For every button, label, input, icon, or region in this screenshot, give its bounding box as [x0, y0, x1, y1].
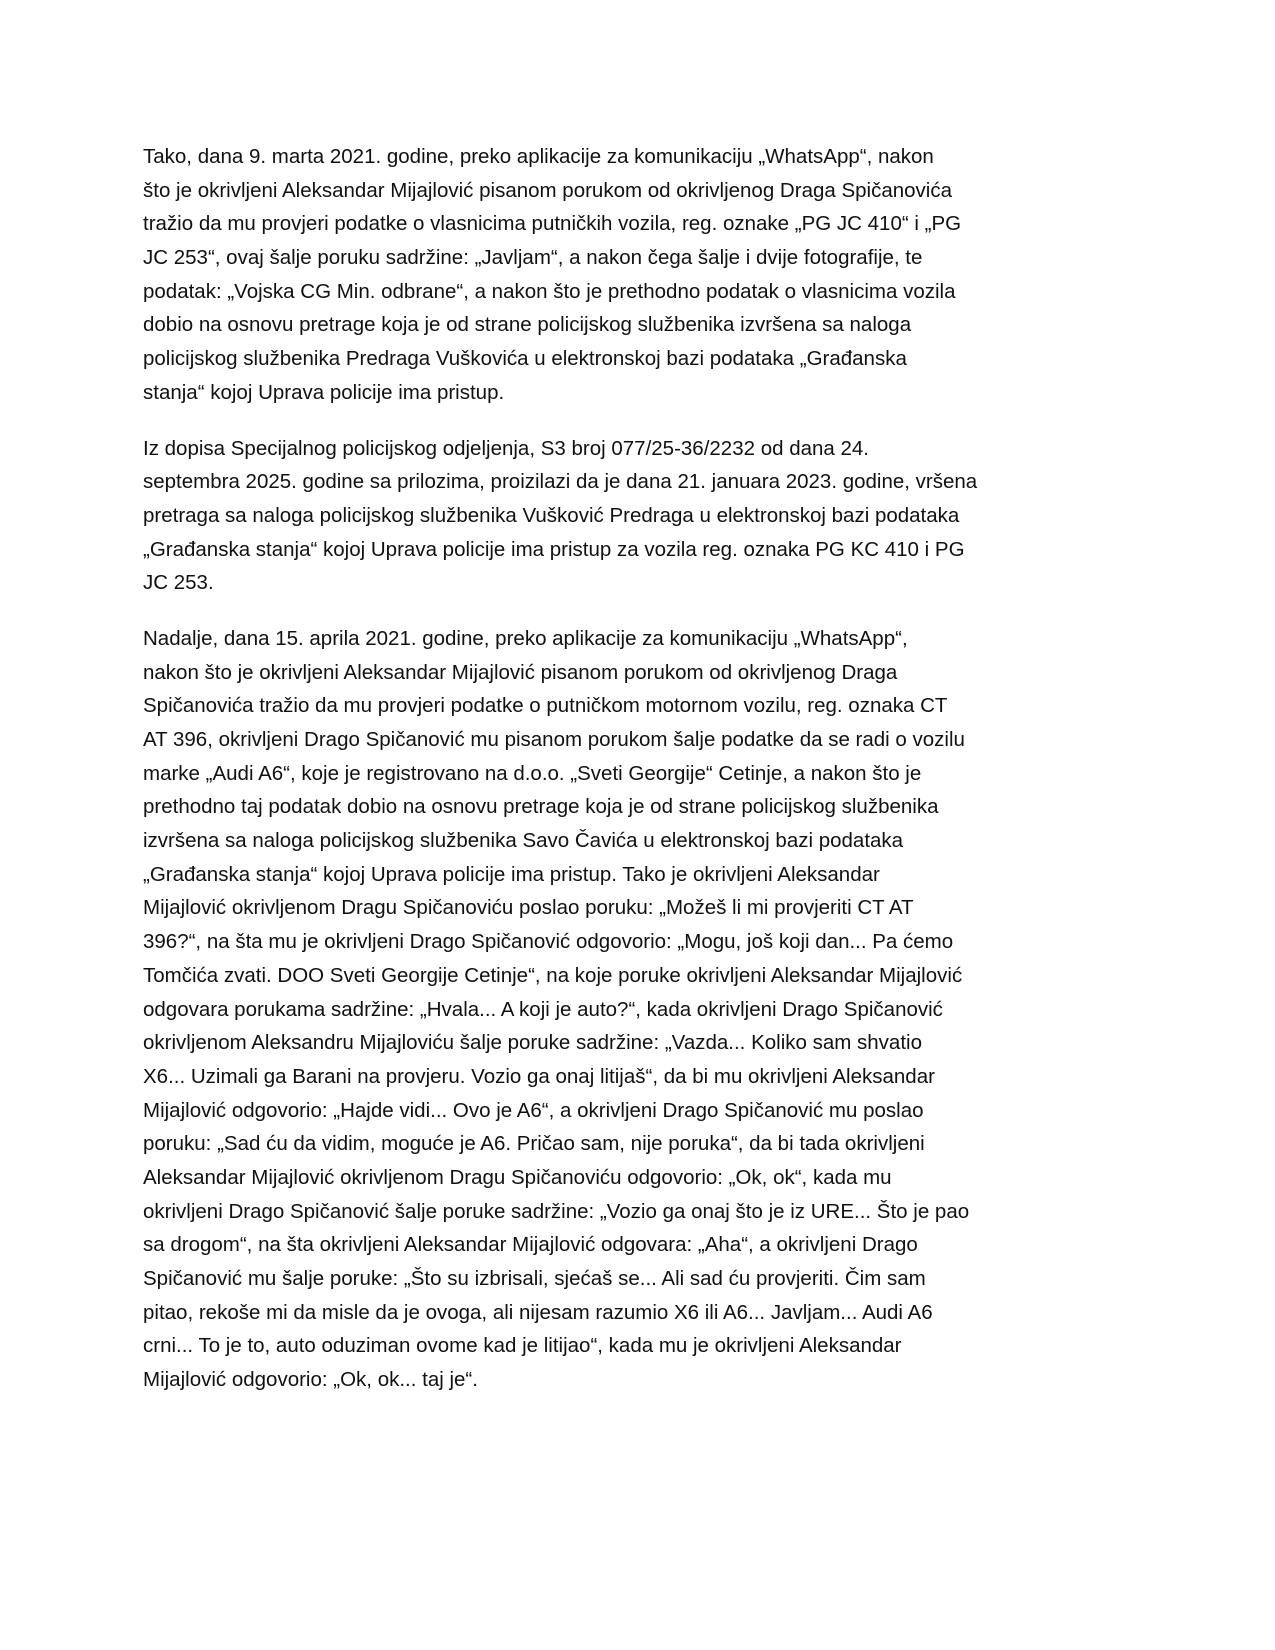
text-line: okrivljeni Drago Spičanović šalje poruke sadržine: „Vozio ga onaj što je iz URE... Što je pao [143, 1199, 970, 1223]
text-line: Spičanovića tražio da mu provjeri podatke o putničkom motornom vozilu, reg. oznaka CT [143, 694, 948, 718]
text-line: stanja“ kojoj Uprava policije ima pristup. [143, 380, 505, 404]
text-line: odgovara porukama sadržine: „Hvala... A koji je auto?“, kada okrivljeni Drago Spičanović [143, 997, 943, 1021]
text-line: policijskog službenika Predraga Vuškovića u elektronskoj bazi podataka „Građanska [143, 347, 907, 371]
text-line: okrivljenom Aleksandru Mijajloviću šalje poruke sadržine: „Vazda... Koliko sam shvatio [143, 1031, 922, 1055]
text-line: marke „Audi A6“, koje je registrovano na d.o.o. „Sveti Georgije“ Cetinje, a nakon što je [143, 761, 922, 785]
document-body [143, 140, 1143, 1419]
text-line: JC 253“, ovaj šalje poruku sadržine: „Javljam“, a nakon čega šalje i dvije fotografije, te [143, 246, 923, 270]
paragraph-1 [143, 140, 1143, 410]
text-line: sa drogom“, na šta okrivljeni Aleksandar Mijajlović odgovara: „Aha“, a okrivljeni Drago [143, 1233, 918, 1257]
text-line: pitao, rekoše mi da misle da je ovoga, ali nijesam razumio X6 ili A6... Javljam... Audi A6 [143, 1300, 933, 1324]
paragraph-3 [143, 622, 1143, 1397]
text-line: tražio da mu provjeri podatke o vlasnicima putničkih vozila, reg. oznake „PG JC 410“ i „PG [143, 212, 962, 236]
text-line: X6... Uzimali ga Barani na provjeru. Vozio ga onaj litijaš“, da bi mu okrivljeni Aleksandar [143, 1064, 935, 1088]
text-line: AT 396, okrivljeni Drago Spičanović mu pisanom porukom šalje podatke da se radi o vozilu [143, 728, 965, 751]
text-line: „Građanska stanja“ kojoj Uprava policije ima pristup za vozila reg. oznaka PG KC 410 i PG [143, 537, 965, 561]
text-line: pretraga sa naloga policijskog službenika Vušković Predraga u elektronskoj bazi podataka [143, 503, 960, 527]
text-line: Mijajlović odgovorio: „Ok, ok... taj je“. [143, 1368, 478, 1392]
paragraph-2 [143, 432, 1143, 600]
text-line: što je okrivljeni Aleksandar Mijajlović pisanom porukom od okrivljenog Draga Spičanovića [143, 178, 952, 202]
text-line: „Građanska stanja“ kojoj Uprava policije ima pristup. Tako je okrivljeni Aleksandar [143, 862, 880, 886]
text-line: Tako, dana 9. marta 2021. godine, preko aplikacije za komunikaciju „WhatsApp“, nakon [143, 145, 934, 168]
text-line: Nadalje, dana 15. aprila 2021. godine, preko aplikacije za komunikaciju „WhatsApp“, [143, 626, 908, 650]
text-line: prethodno taj podatak dobio na osnovu pretrage koja je od strane policijskog službenika [143, 795, 939, 819]
text-line: septembra 2025. godine sa prilozima, proizilazi da je dana 21. januara 2023. godine, vršena [143, 470, 978, 494]
text-line: poruku: „Sad ću da vidim, moguće je A6. Pričao sam, nije poruka“, da bi tada okrivljeni [143, 1132, 925, 1156]
text-line: Mijajlović okrivljenom Dragu Spičanoviću poslao poruku: „Možeš li mi provjeriti CT AT [143, 896, 914, 920]
text-line: nakon što je okrivljeni Aleksandar Mijajlović pisanom porukom od okrivljenog Draga [143, 660, 898, 684]
text-line: Tomčića zvati. DOO Sveti Georgije Cetinje“, na koje poruke okrivljeni Aleksandar Mijajlović [143, 963, 963, 987]
text-line: crni... To je to, auto oduziman ovome kad je litijao“, kada mu je okrivljeni Aleksandar [143, 1334, 902, 1358]
text-line: podatak: „Vojska CG Min. odbrane“, a nakon što je prethodno podatak o vlasnicima vozila [143, 279, 956, 303]
text-line: izvršena sa naloga policijskog službenika Savo Čavića u elektronskoj bazi podataka [143, 829, 904, 853]
text-line: Spičanović mu šalje poruke: „Što su izbrisali, sjećaš se... Ali sad ću provjeriti. Čim sam [143, 1267, 926, 1290]
text-line: 396?“, na šta mu je okrivljeni Drago Spičanović odgovorio: „Mogu, još koji dan... Pa ćemo [143, 930, 954, 954]
text-line: JC 253. [143, 571, 214, 595]
text-line: Aleksandar Mijajlović okrivljenom Dragu Spičanoviću odgovorio: „Ok, ok“, kada mu [143, 1165, 892, 1189]
text-line: dobio na osnovu pretrage koja je od strane policijskog službenika izvršena sa naloga [143, 313, 912, 337]
text-line: Mijajlović odgovorio: „Hajde vidi... Ovo je A6“, a okrivljeni Drago Spičanović mu poslao [143, 1098, 924, 1122]
text-line: Iz dopisa Specijalnog policijskog odjeljenja, S3 broj 077/25-36/2232 od dana 24. [143, 436, 869, 460]
